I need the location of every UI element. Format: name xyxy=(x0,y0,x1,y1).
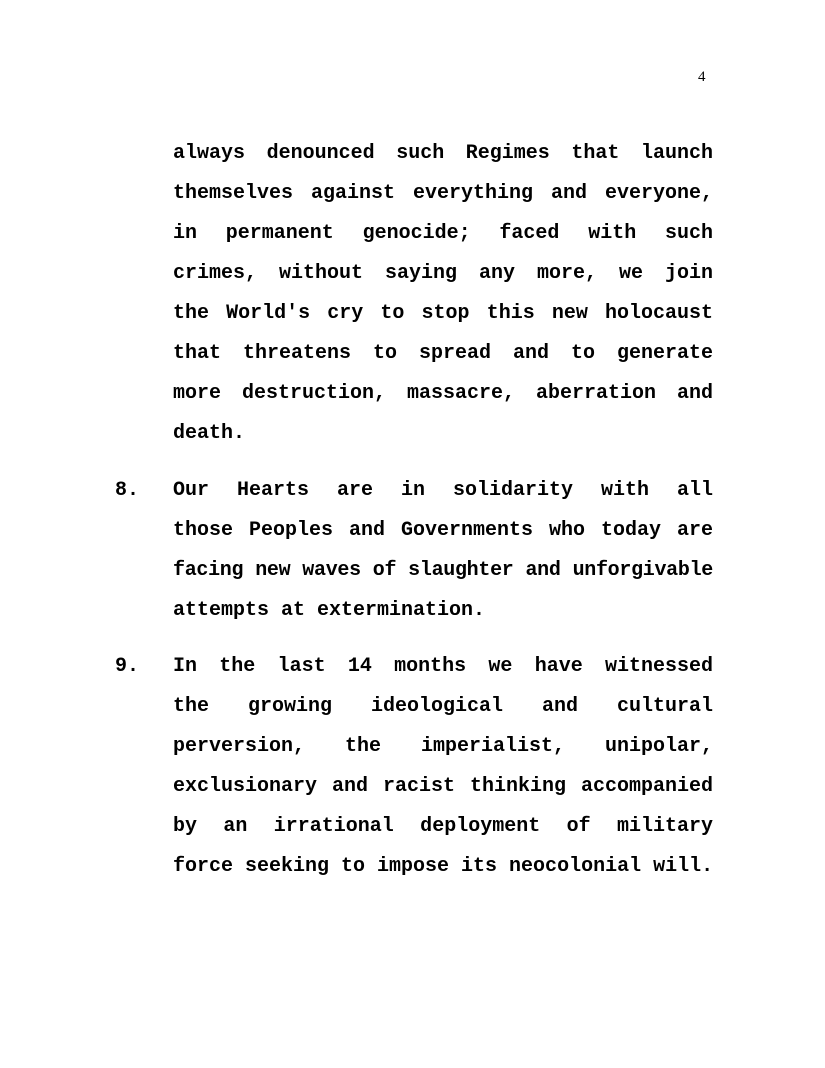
text-line: facing new waves of slaughter and unforgivable xyxy=(173,559,713,582)
text-line: the World's cry to stop this new holocaust xyxy=(173,302,713,325)
page-number: 4 xyxy=(698,69,706,85)
paragraph-number: 9. xyxy=(115,655,140,678)
text-line: themselves against everything and everyone, xyxy=(173,182,713,205)
paragraph-9 xyxy=(173,647,713,887)
text-line: always denounced such Regimes that launch xyxy=(173,142,713,165)
text-line: those Peoples and Governments who today are xyxy=(173,519,713,542)
text-line: attempts at extermination. xyxy=(173,599,486,622)
text-line: perversion, the imperialist, unipolar, xyxy=(173,735,713,758)
text-line: exclusionary and racist thinking accompanied xyxy=(173,775,713,798)
text-line: the growing ideological and cultural xyxy=(173,695,713,718)
text-line: more destruction, massacre, aberration and xyxy=(173,382,713,405)
text-line: force seeking to impose its neocolonial will. xyxy=(173,855,713,878)
paragraph-8 xyxy=(173,471,713,631)
text-line: that threatens to spread and to generate xyxy=(173,342,713,365)
paragraph-continuation xyxy=(173,134,713,454)
text-line: in permanent genocide; faced with such xyxy=(173,222,713,245)
text-line: crimes, without saying any more, we join xyxy=(173,262,713,285)
text-line: Our Hearts are in solidarity with all xyxy=(173,479,713,502)
text-line: death. xyxy=(173,422,246,445)
text-line: by an irrational deployment of military xyxy=(173,815,713,838)
text-line: In the last 14 months we have witnessed xyxy=(173,655,713,678)
paragraph-number: 8. xyxy=(115,479,140,502)
